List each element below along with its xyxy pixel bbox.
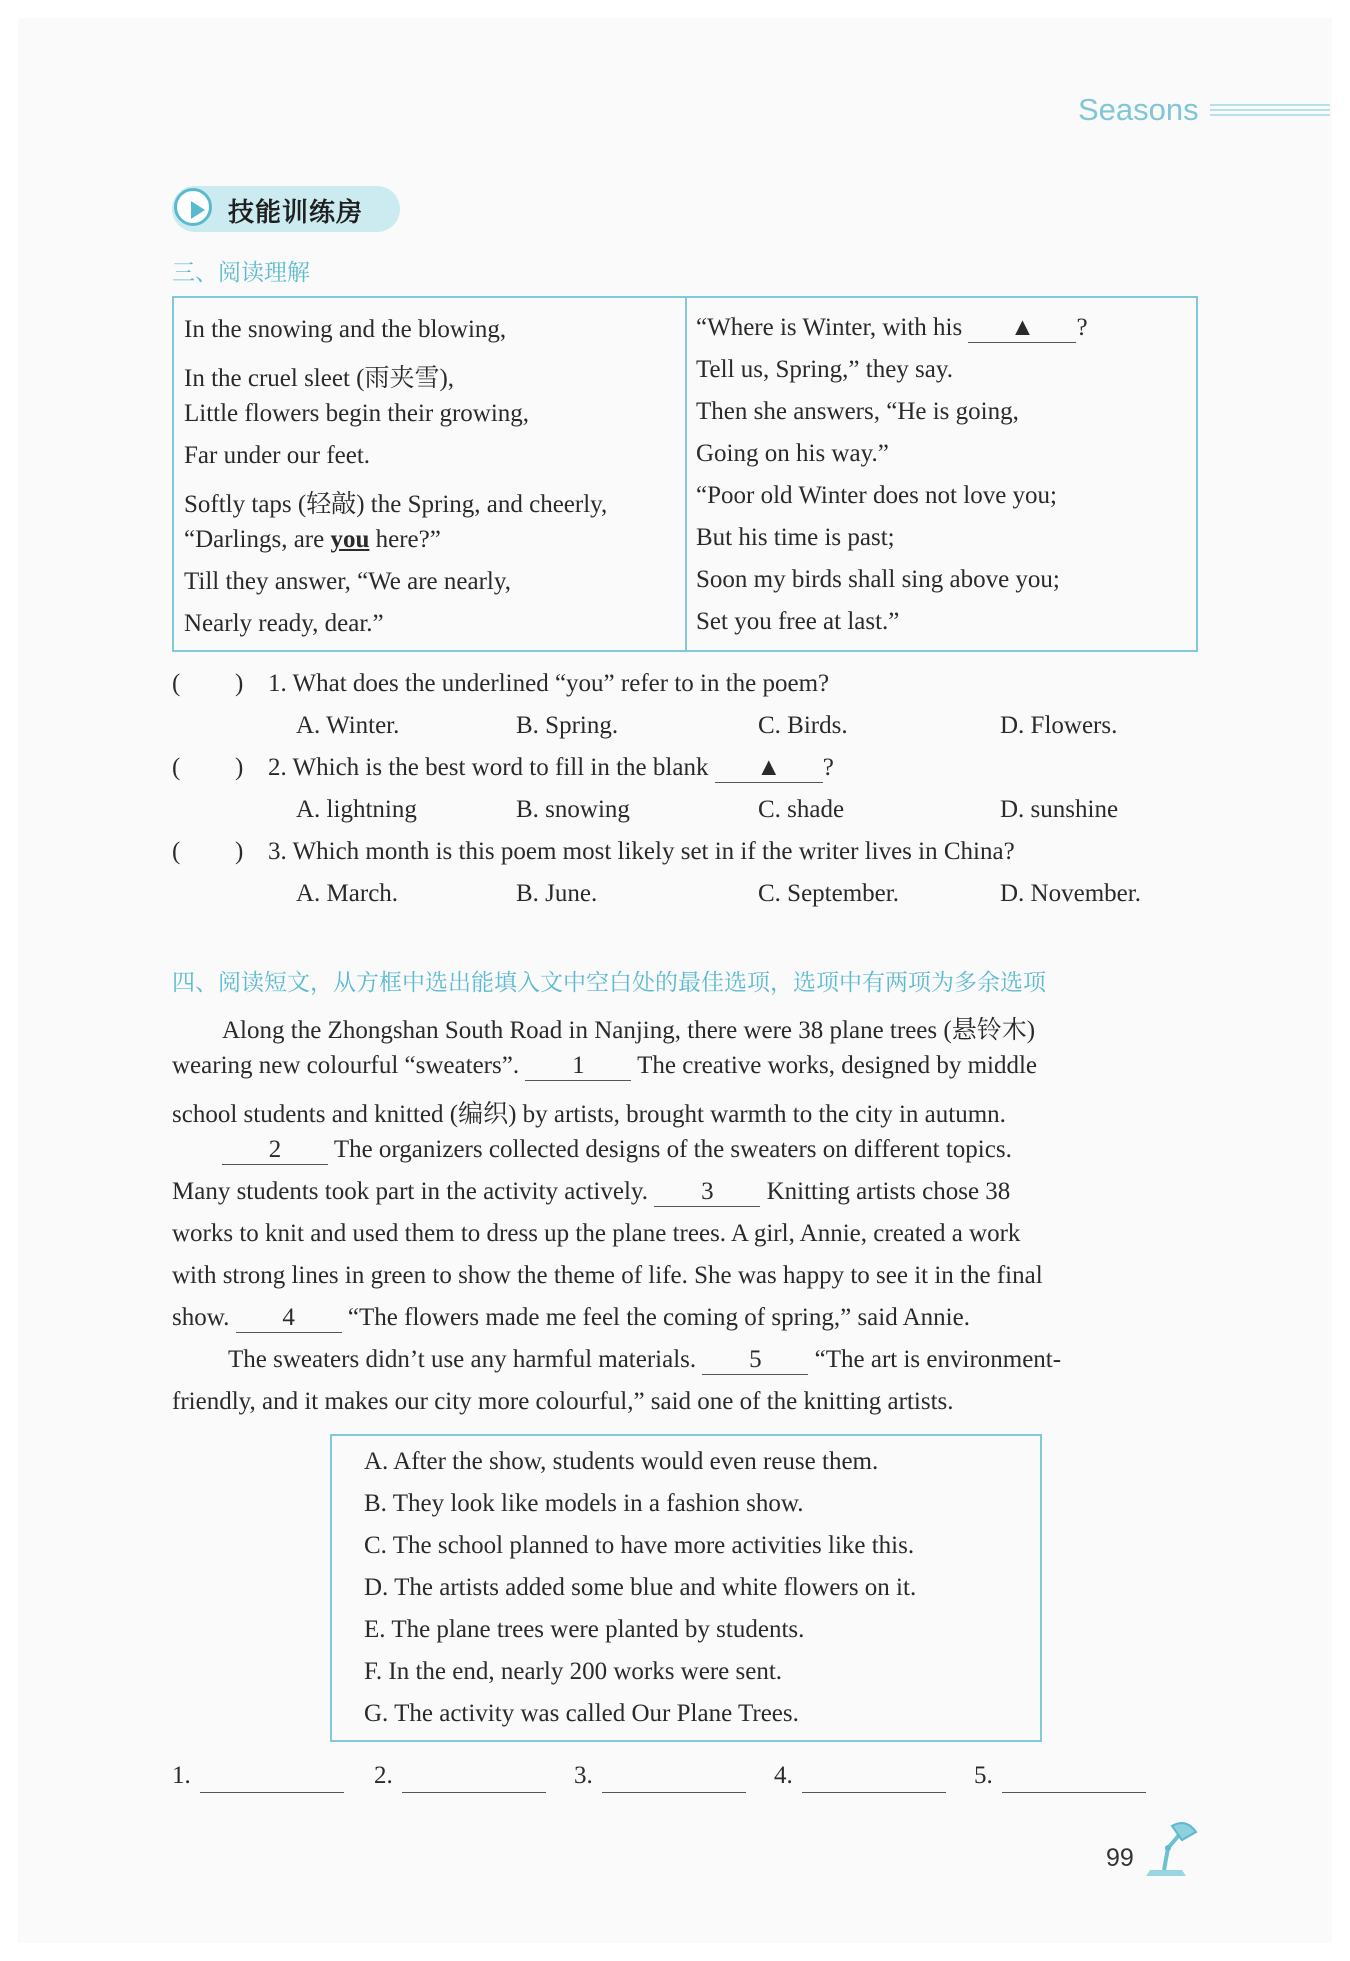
option: B. snowing [516,796,630,823]
passage-text: “The flowers made me feel the coming of spring,” said Annie. [347,1304,970,1331]
passage-text: The creative works, designed by middle [637,1052,1038,1079]
poem-blank: ▲ [968,314,1076,343]
poem-line: Far under our feet. [184,442,371,469]
blank-4[interactable]: 4 [236,1304,342,1333]
blank-1[interactable]: 1 [525,1052,631,1081]
option: D. November. [1000,880,1141,907]
answer-paren-close[interactable]: ) [235,754,244,781]
question-stem: 1. What does the underlined “you” refer to in the poem? [268,670,830,697]
poem-line: Tell us, Spring,” they say. [696,356,954,383]
answer-line-2[interactable] [402,1792,546,1793]
answer-label: 1. [172,1762,191,1789]
poem-divider [685,298,687,650]
passage-line: Along the Zhongshan South Road in Nanjing, there were 38 plane trees (悬铃木) [222,1017,1036,1044]
option-item: C. The school planned to have more activities like this. [364,1532,915,1559]
option-item: F. In the end, nearly 200 works were sent. [364,1658,783,1685]
answer-label: 2. [374,1762,393,1789]
question-stem [268,754,834,783]
section-3-title: 三、阅读理解 [172,260,310,286]
passage-text: The organizers collected designs of the sweaters on different topics. [333,1136,1012,1163]
passage-line [228,1346,1061,1375]
answer-line-4[interactable] [802,1792,946,1793]
blank-2[interactable]: 2 [222,1136,328,1165]
passage-text: Knitting artists chose 38 [766,1178,1011,1205]
option: A. lightning [296,796,417,823]
option: B. June. [516,880,598,907]
poem-line [184,526,441,554]
answer-paren-open: ( [172,670,181,697]
option: C. September. [758,880,899,907]
question-blank: ▲ [715,754,823,783]
question-text: 2. Which is the best word to fill in the blank [268,754,709,781]
poem-line: Going on his way.” [696,440,889,467]
poem-text: ? [1076,314,1088,341]
poem-line: Soon my birds shall sing above you; [696,566,1060,593]
poem-text: here?” [369,526,441,553]
passage-line [172,1052,1037,1081]
answer-paren-close[interactable]: ) [235,670,244,697]
option-item: A. After the show, students would even reuse them. [364,1448,879,1475]
passage-line [172,1304,970,1333]
option-item: E. The plane trees were planted by students. [364,1616,805,1643]
option: B. Spring. [516,712,619,739]
poem-line: Nearly ready, dear.” [184,610,384,637]
option-item: D. The artists added some blue and white flowers on it. [364,1574,917,1601]
option: A. Winter. [296,712,400,739]
answer-line-3[interactable] [602,1792,746,1793]
page-number: 99 [1106,1844,1134,1872]
option: C. Birds. [758,712,848,739]
answer-line-5[interactable] [1002,1792,1146,1793]
answer-paren-open: ( [172,754,181,781]
passage-line: school students and knitted (编织) by artists, brought warmth to the city in autumn. [172,1101,1006,1128]
skill-badge-label: 技能训练房 [228,198,364,228]
option-item: B. They look like models in a fashion show. [364,1490,804,1517]
question-text: ? [822,754,834,781]
poem-box [172,296,1198,652]
option: D. sunshine [1000,796,1119,823]
passage-line: with strong lines in green to show the theme of life. She was happy to see it in the final [172,1262,1043,1289]
option: A. March. [296,880,399,907]
poem-line: In the cruel sleet (雨夹雪), [184,365,455,392]
passage-line: friendly, and it makes our city more colourful,” said one of the knitting artists. [172,1388,954,1415]
passage-text: wearing new colourful “sweaters”. [172,1052,520,1079]
underlined-you: you [330,526,370,553]
header-decoration [1210,104,1330,120]
desk-lamp-icon [1142,1818,1202,1878]
answer-line-1[interactable] [200,1792,344,1793]
passage-text: “The art is environment- [814,1346,1062,1373]
poem-line: Softly taps (轻敲) the Spring, and cheerly, [184,491,608,518]
answer-paren-open: ( [172,838,181,865]
passage-text: The sweaters didn’t use any harmful materials. [228,1346,697,1373]
passage-line [172,1178,1010,1207]
passage-text: show. [172,1304,230,1331]
answer-label: 4. [774,1762,793,1789]
blank-5[interactable]: 5 [702,1346,808,1375]
answer-label: 5. [974,1762,993,1789]
answer-paren-close[interactable]: ) [235,838,244,865]
play-icon [174,188,212,226]
option: C. shade [758,796,845,823]
passage-line [222,1136,1012,1165]
option-item: G. The activity was called Our Plane Trees. [364,1700,799,1727]
blank-3[interactable]: 3 [654,1178,760,1207]
running-title: Seasons [1078,92,1199,127]
options-box [330,1434,1042,1742]
poem-line: Then she answers, “He is going, [696,398,1019,425]
poem-line: “Poor old Winter does not love you; [696,482,1057,509]
question-stem: 3. Which month is this poem most likely set in if the writer lives in China? [268,838,1015,865]
poem-line [696,314,1088,343]
poem-line: Little flowers begin their growing, [184,400,530,427]
answer-label: 3. [574,1762,593,1789]
poem-line: In the snowing and the blowing, [184,316,507,343]
poem-text: “Darlings, are [184,526,331,553]
poem-line: But his time is past; [696,524,895,551]
section-4-title: 四、阅读短文，从方框中选出能填入文中空白处的最佳选项，选项中有两项为多余选项 [172,970,1046,996]
poem-line: Set you free at last.” [696,608,900,635]
passage-text: Many students took part in the activity actively. [172,1178,649,1205]
option: D. Flowers. [1000,712,1118,739]
poem-text: “Where is Winter, with his [696,314,969,341]
passage-line: works to knit and used them to dress up the plane trees. A girl, Annie, created a work [172,1220,1021,1247]
skill-badge [172,186,400,232]
poem-line: Till they answer, “We are nearly, [184,568,511,595]
